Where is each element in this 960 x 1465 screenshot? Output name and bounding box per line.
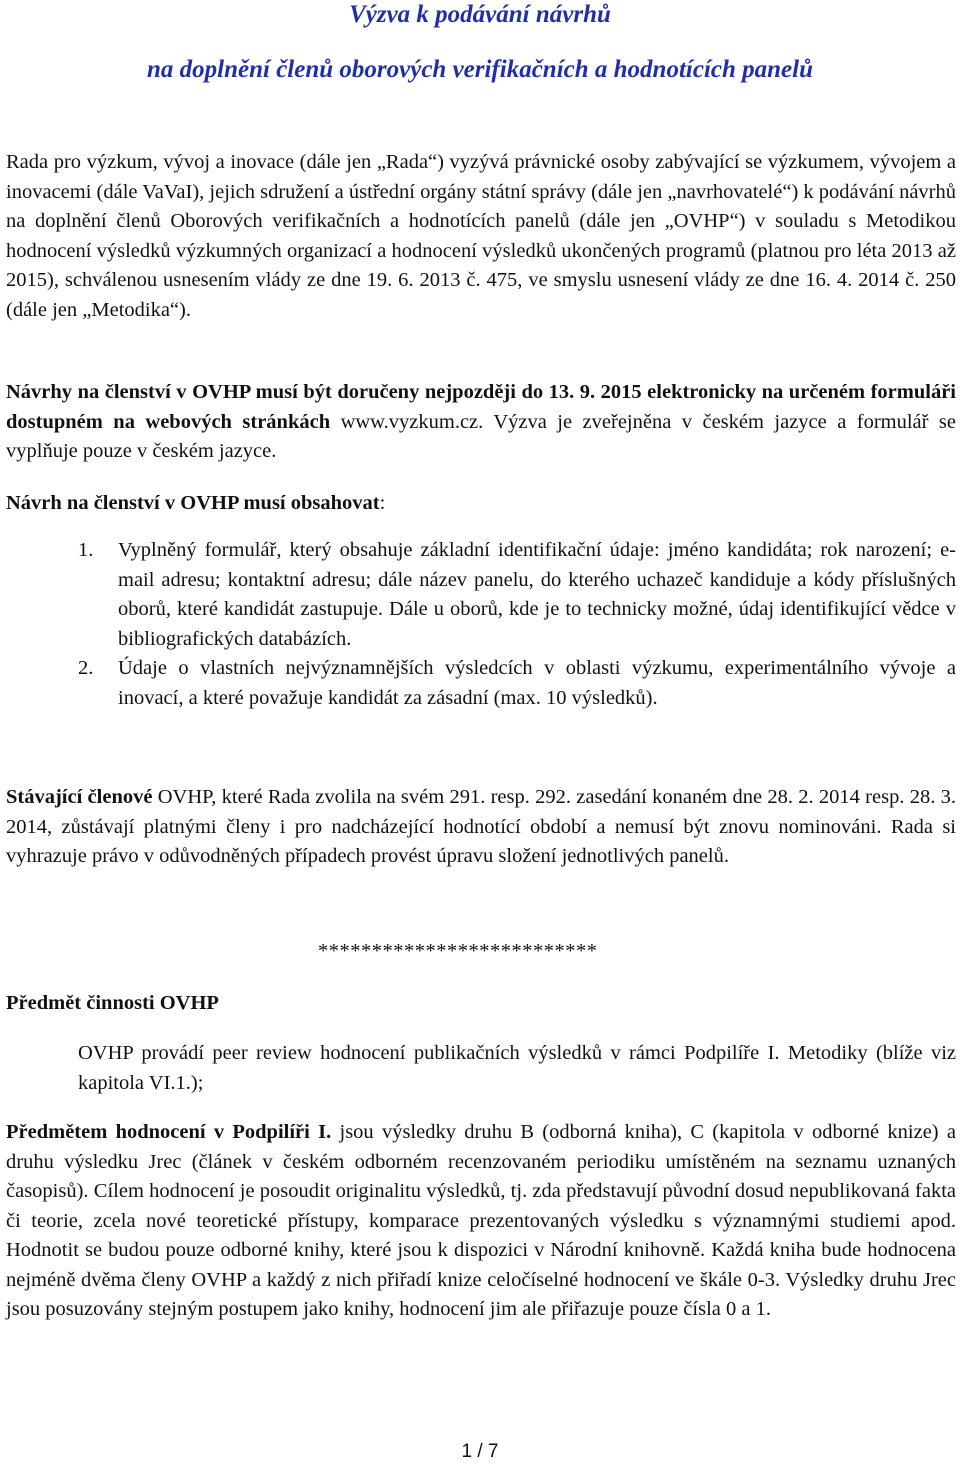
page-number: 1 / 7 (461, 1441, 499, 1462)
list-item-text: Údaje o vlastních nejvýznamnějších výsledcích v oblasti výzkumu, experimentálního vývoje a inovací, a které považuje kandidát za zásadní (max. 10 výsledků). (118, 657, 956, 709)
evaluation-rest: jsou výsledky druhu B (odborná kniha), C (kapitola v odborné knize) a druhu výsledku Jrec (článek v českém odborném recenzovaném periodiku umístěném na seznamu uznaných časopisů). Cílem hodnocení je posoudit originalitu výsledků, tj. zda představují původní dosud nepublikovaná fakta či teorie, zcela nové teoretické přístupy, komparace prezentovaných výsledku s významnými studiemi apod. Hodnotit se budou pouze odborné knihy, které jsou k dispozici v Národní knihovně. Každá kniha bude hodnocena nejméně dvěma členy OVHP a každý z nich přiřadí knize celočíselné hodnocení ve škále 0-3. Výsledky druhu Jrec jsou posuzovány stejným postupem jako knihy, hodnocení jim ale přiřazuje pouze čísla 0 a 1. (6, 1121, 956, 1320)
document-title: Výzva k podávání návrhů (349, 1, 611, 28)
list-item-number: 2. (78, 657, 94, 679)
evaluation-paragraph (6, 1118, 956, 1325)
subject-text: OVHP provádí peer review hodnocení publikačních výsledků v rámci Podpilíře I. Metodiky (blíže viz kapitola VI.1.); (78, 1042, 956, 1094)
intro-paragraph: Rada pro výzkum, vývoj a inovace (dále jen „Rada“) vyzývá právnické osoby zabývající se výzkumem, vývojem a inovacemi (dále VaVaI), jejich sdružení a ústřední orgány státní správy (dále jen „navrhovatelé“) k podávání návrhů na doplnění členů Oborových verifikačních a hodnotících panelů (dále jen „OVHP“) v souladu s Metodikou hodnocení výsledků výzkumných organizací a hodnocení výsledků ukončených programů (platnou pro léta 2013 až 2015), schválenou usnesením vlády ze dne 19. 6. 2013 č. 475, ve smyslu usnesení vlády ze dne 16. 4. 2014 č. 250 (dále jen „Metodika“). (6, 151, 956, 321)
list-item (78, 654, 956, 713)
contents-heading (6, 489, 956, 519)
section-separator: ************************** (318, 940, 598, 962)
subject-heading: Předmět činnosti OVHP (6, 992, 219, 1014)
list-item (78, 536, 956, 654)
members-bold: Stávající členové (6, 786, 153, 808)
deadline-bold: Návrhy na členství v OVHP musí být doručeny nejpozději do 13. 9. 2015 elektronicky na určeném formuláři dostupném na webových stránkách (6, 381, 956, 433)
evaluation-bold: Předmětem hodnocení v Podpilíři I. (6, 1121, 332, 1143)
list-item-number: 1. (78, 539, 94, 561)
members-rest: OVHP, které Rada zvolila na svém 291. resp. 292. zasedání konaném dne 28. 2. 2014 resp. 28. 3. 2014, zůstávají platnými členy i pro nadcházející hodnotící období a nemusí být znovu nominováni. Rada si vyhrazuje právo v odůvodněných případech provést úpravu složení jednotlivých panelů. (6, 786, 956, 867)
contents-colon: : (379, 492, 386, 514)
requirements-list (78, 536, 956, 713)
deadline-paragraph (6, 378, 956, 467)
deadline-rest: www.vyzkum.cz. Výzva je zveřejněna v českém jazyce a formulář se vyplňuje pouze v českém jazyce. (6, 410, 956, 462)
members-paragraph (6, 783, 956, 872)
document-subtitle: na doplnění členů oborových verifikačních a hodnotících panelů (147, 56, 813, 83)
contents-bold: Návrh na členství v OVHP musí obsahovat (6, 492, 380, 514)
list-item-text: Vyplněný formulář, který obsahuje základní identifikační údaje: jméno kandidáta; rok narození; e-mail adresu; kontaktní adresu; dále název panelu, do kterého uchazeč kandiduje a kódy příslušných oborů, které kandidát zastupuje. Dále u oborů, kde je to technicky možné, údaj identifikující vědce v bibliografických databázích. (118, 539, 956, 650)
